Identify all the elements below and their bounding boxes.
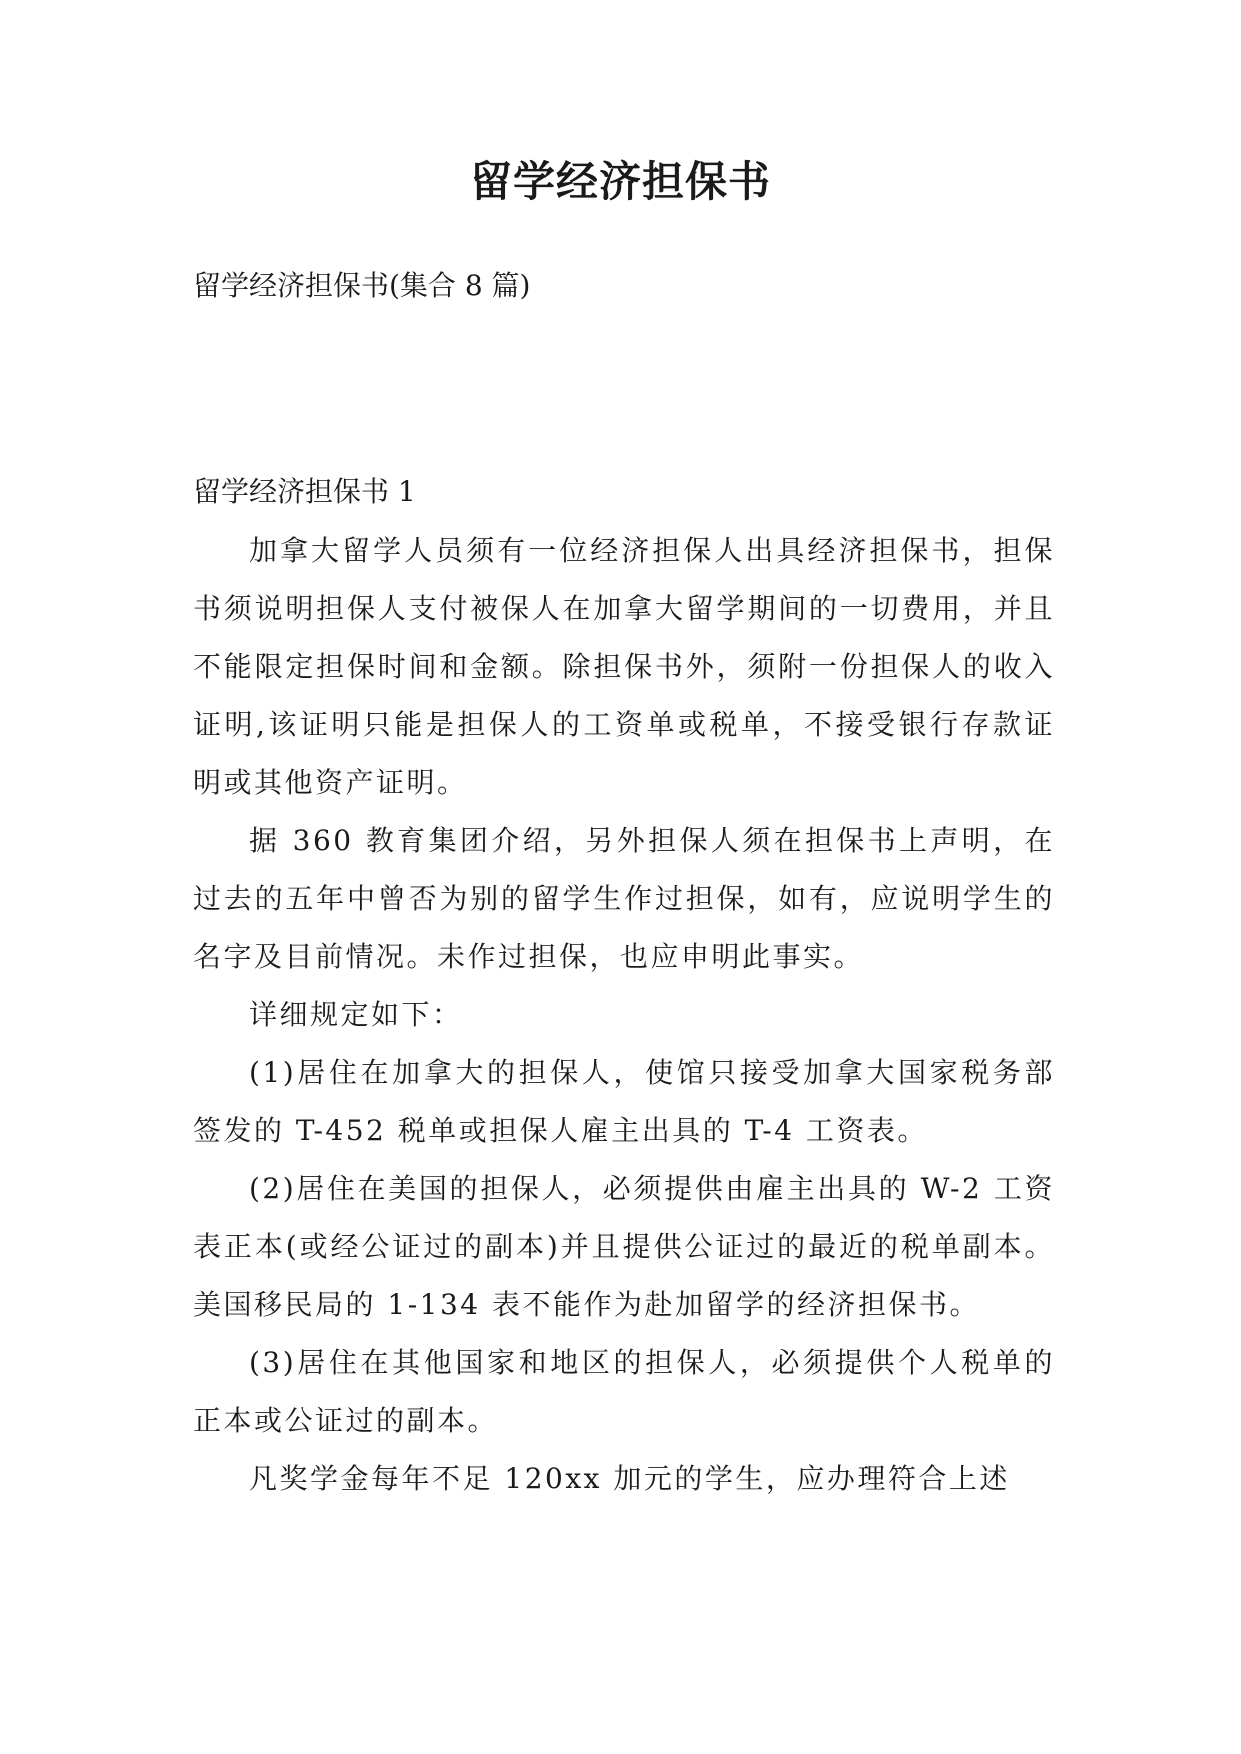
body-text xyxy=(193,522,1055,1508)
paragraph-rule-usa: (2)居住在美国的担保人，必须提供由雇主出具的 W-2 工资表正本(或经公证过的副本)并且提供公证过的最近的税单副本。美国移民局的 1-134 表不能作为赴加留学的经济担保书。 xyxy=(193,1172,1055,1321)
paragraph-sponsor-requirement: 加拿大留学人员须有一位经济担保人出具经济担保书，担保书须说明担保人支付被保人在加拿大留学期间的一切费用，并且不能限定担保时间和金额。除担保书外，须附一份担保人的收入证明,该证明只能是担保人的工资单或税单，不接受银行存款证明或其他资产证明。 xyxy=(193,534,1055,799)
paragraph-scholarship: 凡奖学金每年不足 120xx 加元的学生，应办理符合上述 xyxy=(249,1462,1010,1495)
document-subtitle: 留学经济担保书(集合 8 篇) xyxy=(193,269,531,302)
paragraph-rules-intro: 详细规定如下： xyxy=(249,998,463,1031)
paragraph-rule-other: (3)居住在其他国家和地区的担保人，必须提供个人税单的正本或公证过的副本。 xyxy=(193,1346,1055,1437)
paragraph-rule-canada: (1)居住在加拿大的担保人，使馆只接受加拿大国家税务部签发的 T-452 税单或担保人雇主出具的 T-4 工资表。 xyxy=(193,1056,1055,1147)
paragraph-sponsor-declaration: 据 360 教育集团介绍，另外担保人须在担保书上声明，在过去的五年中曾否为别的留学生作过担保，如有，应说明学生的名字及目前情况。未作过担保，也应申明此事实。 xyxy=(193,824,1055,973)
section-heading: 留学经济担保书 1 xyxy=(193,475,416,508)
document-title: 留学经济担保书 xyxy=(469,157,771,206)
